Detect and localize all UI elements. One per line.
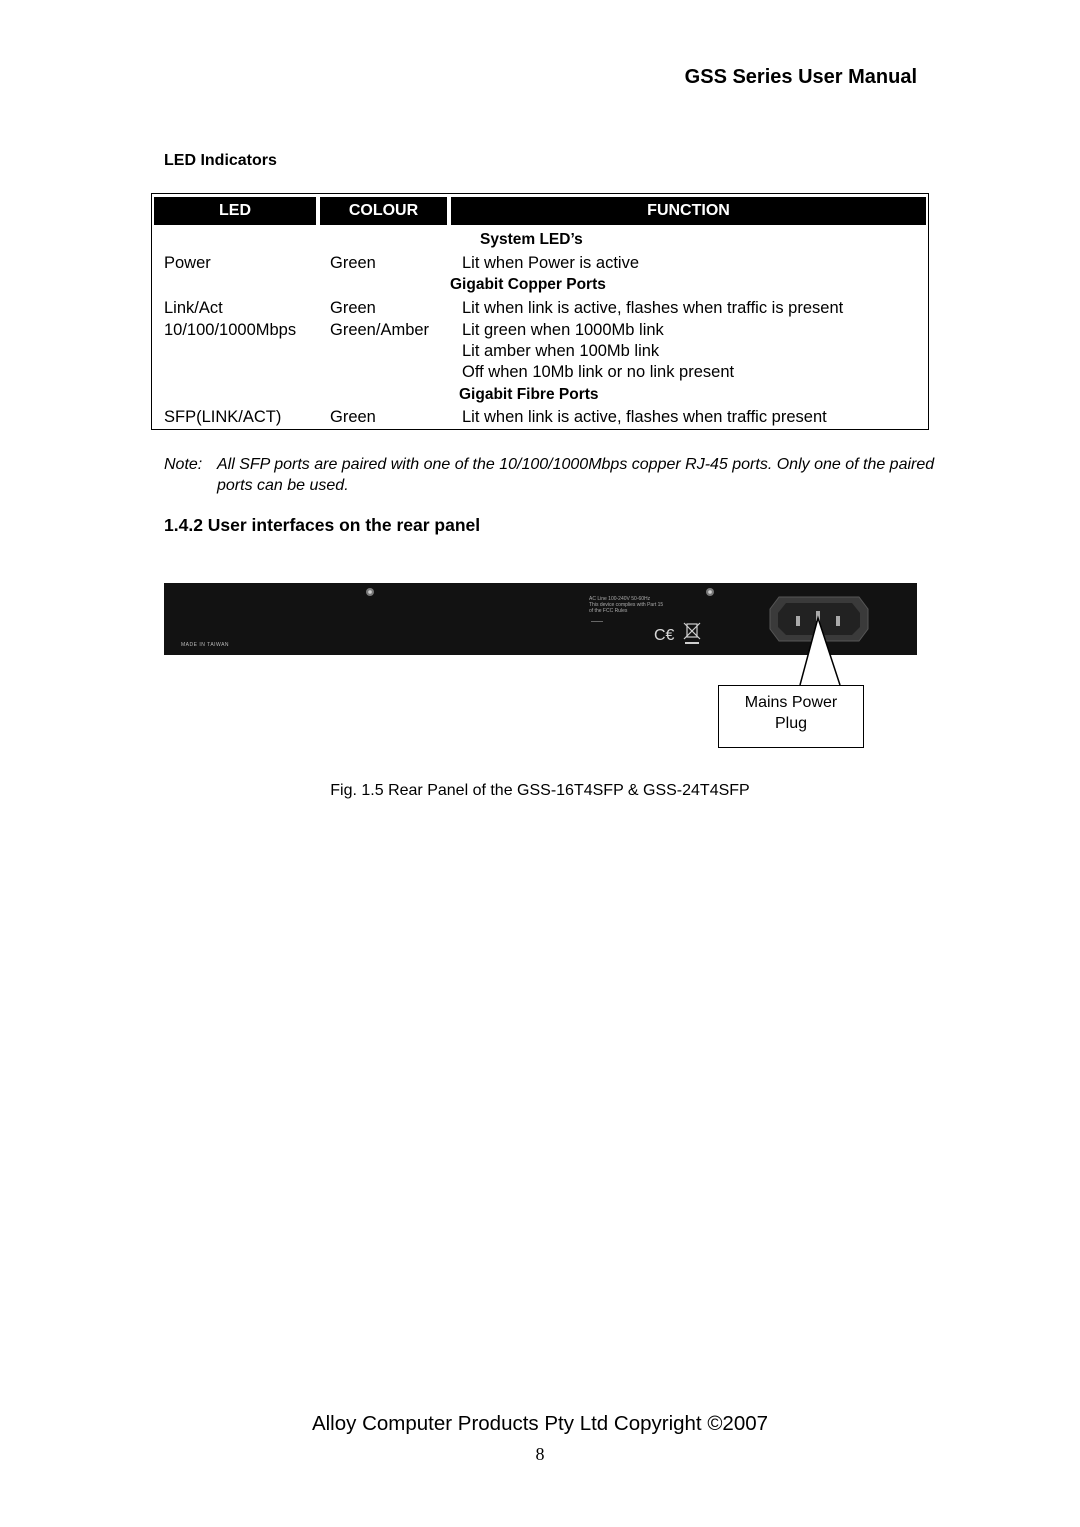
ac-rating-line: This device complies with Part 15 [589, 602, 664, 608]
table-header-function: FUNCTION [451, 197, 926, 225]
table-cell-colour: Green [330, 408, 376, 426]
figure-caption: Fig. 1.5 Rear Panel of the GSS-16T4SFP & GSS-24T4SFP [330, 782, 750, 799]
table-cell-colour: Green [330, 254, 376, 272]
section-heading: LED Indicators [164, 152, 277, 169]
table-cell-led: 10/100/1000Mbps [164, 321, 297, 339]
ac-rating-line: of the FCC Rules [589, 608, 628, 614]
table-cell-led: Power [164, 254, 211, 272]
table-cell-led: Link/Act [164, 299, 223, 317]
table-cell-function: Lit amber when 100Mb link [462, 342, 660, 360]
table-cell-colour: Green [330, 299, 376, 317]
table-cell-function: Lit green when 1000Mb link [462, 321, 664, 339]
callout-line: Mains Power [744, 694, 838, 711]
running-header: GSS Series User Manual [684, 66, 917, 88]
table-cell-function: Lit when Power is active [462, 254, 639, 272]
callout-mains-power [718, 685, 864, 748]
table-cell-function: Lit when link is active, flashes when traffic is present [462, 299, 844, 317]
ac-rating-line: AC Line 100-240V 50-60Hz [589, 596, 651, 602]
group-title-copper: Gigabit Copper Ports [450, 276, 606, 293]
note-text: All SFP ports are paired with one of the 10/100/1000Mbps copper RJ-45 ports. Only one of the paired ports can be used. [217, 456, 935, 494]
note-label: Note: [164, 456, 203, 473]
table-cell-function: Off when 10Mb link or no link present [462, 363, 735, 381]
group-title-system: System LED’s [480, 231, 583, 248]
table-header-colour: COLOUR [320, 197, 447, 225]
svg-text:C€: C€ [654, 627, 675, 644]
subsection-heading: 1.4.2 User interfaces on the rear panel [164, 515, 481, 535]
group-title-fibre: Gigabit Fibre Ports [459, 386, 599, 403]
table-cell-led: SFP(LINK/ACT) [164, 408, 282, 426]
made-in-label: MADE IN TAIWAN [181, 642, 230, 648]
footer-copyright: Alloy Computer Products Pty Ltd Copyright ©2007 [311, 1412, 769, 1435]
table-header-led: LED [154, 197, 316, 225]
table-cell-colour: Green/Amber [330, 321, 430, 339]
table-cell-function: Lit when link is active, flashes when traffic present [462, 408, 827, 426]
callout-line: Plug [774, 715, 808, 732]
page-number: 8 [535, 1444, 545, 1464]
